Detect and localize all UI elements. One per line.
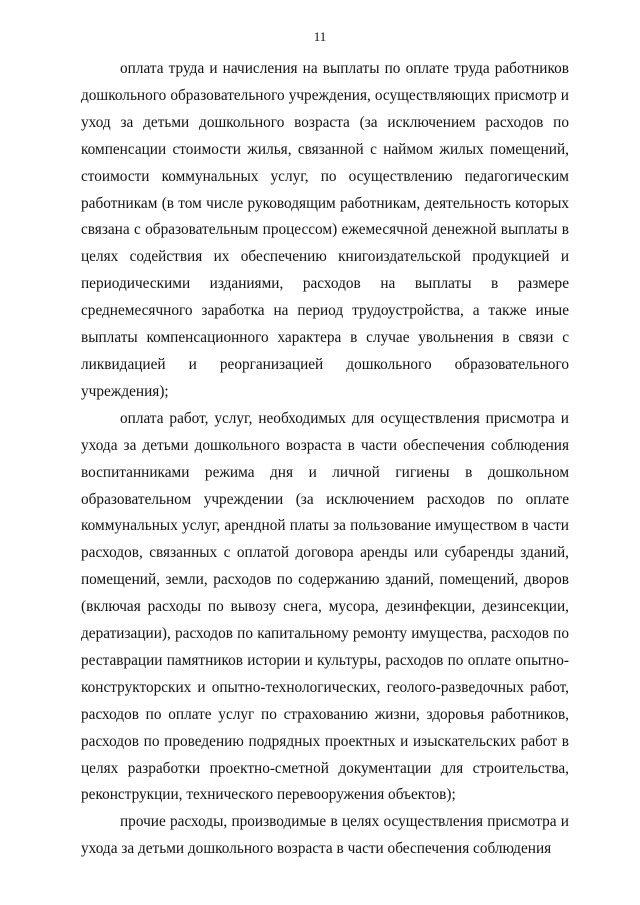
paragraph-labor-payment: оплата труда и начисления на выплаты по оплате труда работников дошкольного образовательного учреждения, осуществляющих присмотр и уход за детьми дошкольного возраста (за исключением расходов по компенсации стоимости жилья, связанной с наймом жилых помещений, стоимости коммунальных услуг, по осуществлению педагогическим работникам (в том числе руководящим работникам, деятельность которых связана с образовательным процессом) ежемесячной денежной выплаты в целях содействия их обеспечению книгоиздательской продукцией и периодическими изданиями, расходов на выплаты в размере среднемесячного заработка на период трудоустройства, а также иные выплаты компенсационного характера в случае увольнения в связи с ликвидацией и реорганизацией дошкольного образовательного учреждения); — [81, 60, 569, 400]
page-number: 11 — [313, 29, 327, 44]
document-body — [81, 56, 569, 863]
paragraph-works-services-payment: оплата работ, услуг, необходимых для осуществления присмотра и ухода за детьми дошкольного возраста в части обеспечения соблюдения воспитанниками режима дня и личной гигиены в дошкольном образовательном учреждении (за исключением расходов по оплате коммунальных услуг, арендной платы за пользование имуществом в части расходов, связанных с оплатой договора аренды или субаренды зданий, помещений, земли, расходов по содержанию зданий, помещений, дворов (включая расходы по вывозу снега, мусора, дезинфекции, дезинсекции, дератизации), расходов по капитальному ремонту имущества, расходов по реставрации памятников истории и культуры, расходов по оплате опытно-конструкторских и опытно-технологических, геолого-разведочных работ, расходов по оплате услуг по страхованию жизни, здоровья работников, расходов по проведению подрядных проектных и изыскательских работ в целях разработки проектно-сметной документации для строительства, реконструкции, технического перевооружения объектов); — [81, 409, 569, 804]
paragraph-other-expenses: прочие расходы, производимые в целях осуществления присмотра и ухода за детьми дошкольного возраста в части обеспечения соблюдения — [81, 813, 569, 858]
